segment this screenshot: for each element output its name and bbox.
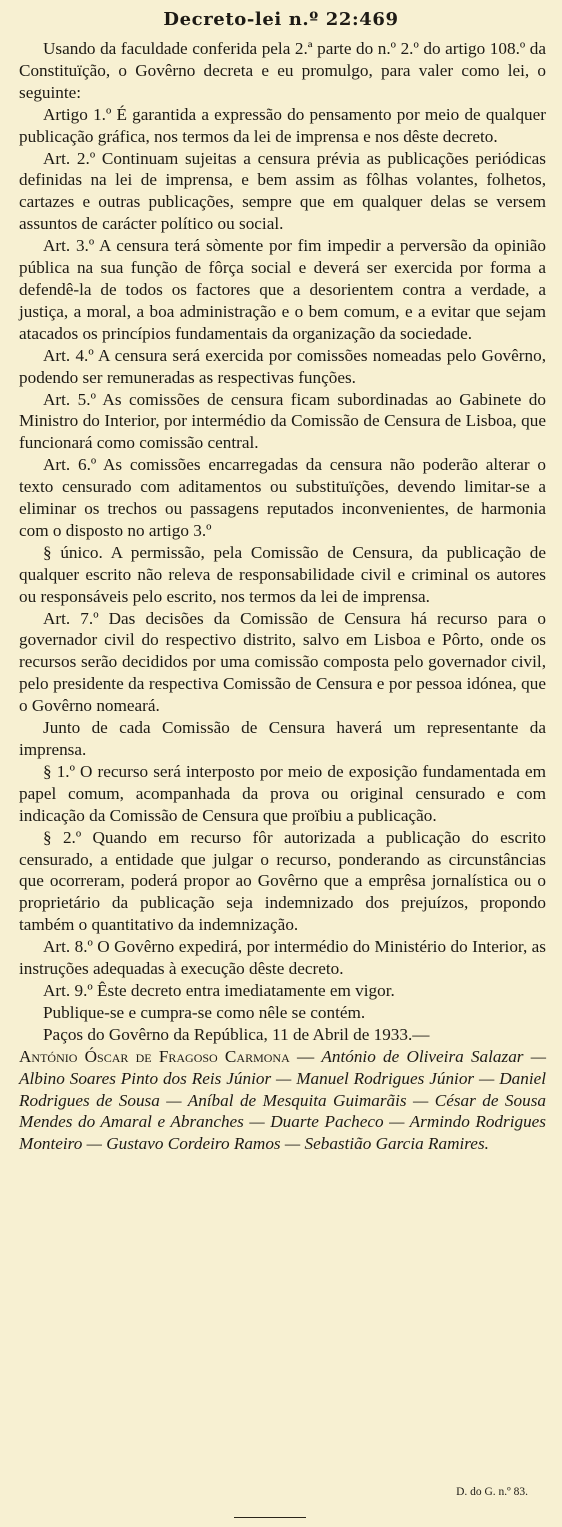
article-5-paragraph: Art. 5.º As comissões de censura ficam subordinadas ao Gabinete do Ministro do Interior, por intermédio da Comissão de Censura de Lisboa, que funcionará como comissão central.: [19, 389, 546, 453]
article-6-paragraph: Art. 6.º As comissões encarregadas da censura não poderão alterar o texto censurado com aditamentos ou substituïções, devendo limitar-se a eliminar os trechos ou passagens reputados inconvenientes, de harmonia com o disposto no artigo 3.º: [19, 455, 546, 540]
source-citation: D. do G. n.º 83.: [456, 1486, 528, 1498]
decree-body: [19, 38, 546, 1155]
preamble-paragraph: Usando da faculdade conferida pela 2.ª parte do n.º 2.º do artigo 108.º da Constituïção, o Govêrno decreta e eu promulgo, para valer como lei, o seguinte:: [19, 39, 546, 102]
date-place-paragraph: Paços do Govêrno da República, 11 de Abril de 1933.—: [43, 1024, 430, 1044]
closing-rule: [234, 1517, 306, 1518]
article-7-paragraph: Art. 7.º Das decisões da Comissão de Censura há recurso para o governador civil do respectivo distrito, salvo em Lisboa e Pôrto, onde os recursos serão decididos por uma comissão composta pelo governador civil, pelo presidente da respectiva Comissão de Censura e por pessoa idónea, que o Govêrno nomeará.: [19, 608, 546, 716]
decree-title: Decreto-lei n.º 22:469: [163, 9, 399, 30]
article-2-paragraph: Art. 2.º Continuam sujeitas a censura prévia as publicações periódicas definidas na lei de imprensa, e bem assim as fôlhas volantes, folhetos, cartazes e outras publicações, sempre que em qualquer delas se versem assuntos de carácter político ou social.: [19, 148, 546, 234]
article-6-single-paragraph: § único. A permissão, pela Comissão de Censura, da publicação de qualquer escrito não releva de responsabilidade civil e criminal os autores ou responsáveis pelo escrito, nos termos da lei de imprensa.: [19, 542, 546, 606]
article-8-paragraph: Art. 8.º O Govêrno expedirá, por intermédio do Ministério do Interior, as instruções adequadas à execução dêste decreto.: [19, 937, 546, 979]
article-9-paragraph: Art. 9.º Êste decreto entra imediatamente em vigor.: [43, 980, 395, 1000]
publication-order-paragraph: Publique-se e cumpra-se como nêle se contém.: [43, 1002, 366, 1022]
president-signature: António Óscar de Fragoso Carmona: [19, 1046, 290, 1066]
signatories: [19, 1046, 546, 1156]
article-3-paragraph: Art. 3.º A censura terá sòmente por fim impedir a perversão da opinião pública na sua função de fôrça social e deverá ser exercida por forma a defendê-la de todos os factores que a desorientem contra a verdade, a justiça, a moral, a boa administração e o bem comum, e a evitar que sejam atacados os princípios fundamentais da organização da sociedade.: [19, 236, 546, 343]
signature-separator: —: [289, 1046, 322, 1066]
press-representative-paragraph: Junto de cada Comissão de Censura haverá um representante da imprensa.: [19, 718, 546, 759]
article-7-section-2-paragraph: § 2.º Quando em recurso fôr autorizada a publicação do escrito censurado, a entidade que julgar o recurso, ponderando as circunstâncias que ocorreram, poderá propor ao Govêrno que a emprêsa jornalística ou o proprietário da publicação seja indemnizado dos prejuízos, propondo também o quantitativo da indemnização.: [19, 827, 546, 935]
article-4-paragraph: Art. 4.º A censura será exercida por comissões nomeadas pelo Govêrno, podendo ser remuneradas as respectivas funções.: [19, 345, 546, 387]
article-1-paragraph: Artigo 1.º É garantida a expressão do pensamento por meio de qualquer publicação gráfica, nos termos da lei de imprensa e nos dêste decreto.: [19, 104, 546, 146]
minister-signatures: António de Oliveira Salazar — Albino Soares Pinto dos Reis Júnior — Manuel Rodrigues Júnior — Daniel Rodrigues de Sousa — Aníbal de Mesquita Guimarãis — César de Sousa Mendes do Amaral e Abranches — Duarte Pacheco — Armindo Rodrigues Monteiro — Gustavo Cordeiro Ramos — Sebastião Garcia Ramires.: [19, 1046, 546, 1154]
article-7-section-1-paragraph: § 1.º O recurso será interposto por meio de exposição fundamentada em papel comum, acompanhada da prova ou original censurado e com indicação da Comissão de Censura que proïbiu a publicação.: [19, 761, 546, 825]
